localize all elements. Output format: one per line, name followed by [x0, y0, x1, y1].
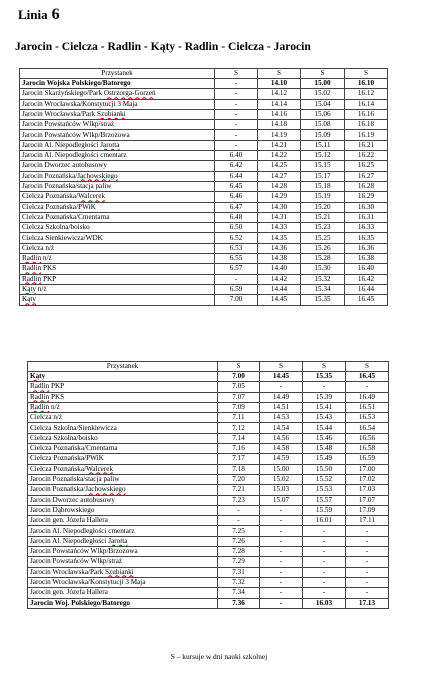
- timetable-return: [27, 361, 389, 609]
- stop-name: Cielcza n/ż: [20, 243, 215, 253]
- departure-time: 15.09: [301, 130, 345, 140]
- departure-time: 16.19: [345, 130, 388, 140]
- table-row: [28, 423, 389, 433]
- departure-time: 15.12: [301, 151, 345, 161]
- departure-time: 16.56: [346, 433, 389, 443]
- departure-time: 16.31: [345, 212, 388, 222]
- table-row: [20, 264, 388, 274]
- line-number: 6: [51, 6, 60, 23]
- table-row: [28, 557, 389, 567]
- header-service: S: [301, 69, 345, 79]
- departure-time: -: [215, 99, 258, 109]
- departure-time: 15.00: [260, 464, 303, 474]
- departure-time: 16.38: [345, 254, 388, 264]
- departure-time: 16.33: [345, 223, 388, 233]
- departure-time: -: [303, 547, 346, 557]
- departure-time: 14.54: [260, 423, 303, 433]
- departure-time: -: [215, 140, 258, 150]
- departure-time: -: [303, 557, 346, 567]
- departure-time: 15.15: [301, 161, 345, 171]
- departure-time: 15.25: [301, 233, 345, 243]
- departure-time: 16.35: [345, 233, 388, 243]
- stop-name: Cielcza Poznańska/Cmentarna: [20, 212, 215, 222]
- departure-time: 14.10: [258, 79, 301, 89]
- stop-name: Radlin n/ż: [20, 254, 215, 264]
- departure-time: -: [303, 526, 346, 536]
- table-row: [20, 284, 388, 294]
- table-row: [20, 140, 388, 150]
- table-row: [28, 526, 389, 536]
- stop-name: Kąty: [20, 295, 215, 305]
- stop-name: Radlin PKS: [28, 392, 218, 402]
- departure-time: 15.23: [301, 223, 345, 233]
- departure-time: 7.17: [218, 454, 260, 464]
- departure-time: -: [260, 557, 303, 567]
- table-row: [28, 588, 389, 598]
- departure-time: 15.39: [303, 392, 346, 402]
- departure-time: -: [260, 588, 303, 598]
- stop-name: Jarocin Powstańców Wlkp/Brzozowa: [28, 547, 218, 557]
- departure-time: 15.57: [303, 495, 346, 505]
- stop-name: Jarocin Poznańska/Jachowskiego: [28, 485, 218, 495]
- departure-time: 16.10: [345, 79, 388, 89]
- departure-time: 16.12: [345, 89, 388, 99]
- departure-time: 15.50: [303, 464, 346, 474]
- table-row: [20, 89, 388, 99]
- departure-time: 6.47: [215, 202, 258, 212]
- departure-time: 16.54: [346, 423, 389, 433]
- departure-time: 14.53: [260, 413, 303, 423]
- departure-time: -: [215, 274, 258, 284]
- stop-name: Cielcza Poznańska/Walcerek: [20, 192, 215, 202]
- stop-name: Jarocin Powstańców Wlkp/straż: [28, 557, 218, 567]
- departure-time: -: [346, 382, 389, 392]
- departure-time: 14.45: [258, 295, 301, 305]
- table-row: [28, 577, 389, 587]
- departure-time: 16.30: [345, 202, 388, 212]
- stop-name: Jarocin Wrocławska/Park Szubianki: [28, 567, 218, 577]
- departure-time: 14.31: [258, 212, 301, 222]
- table-row: [28, 402, 389, 412]
- stop-name: Jarocin Poznańska/stacja paliw: [28, 474, 218, 484]
- departure-time: 7.28: [218, 547, 260, 557]
- departure-time: 15.21: [301, 212, 345, 222]
- departure-time: 6.48: [215, 212, 258, 222]
- departure-time: 7.12: [218, 423, 260, 433]
- departure-time: 15.34: [301, 284, 345, 294]
- stop-name: Cielcza n/ż: [28, 413, 218, 423]
- departure-time: 7.21: [218, 485, 260, 495]
- stop-name: Jarocin Woj. Polskiego/Batorego: [28, 598, 218, 608]
- departure-time: 15.53: [303, 485, 346, 495]
- departure-time: 14.21: [258, 140, 301, 150]
- departure-time: 14.36: [258, 243, 301, 253]
- departure-time: -: [218, 516, 260, 526]
- departure-time: 15.11: [301, 140, 345, 150]
- header-service: S: [303, 362, 346, 372]
- departure-time: 7.14: [218, 433, 260, 443]
- departure-time: 14.18: [258, 120, 301, 130]
- departure-time: 15.02: [301, 89, 345, 99]
- departure-time: 15.35: [303, 372, 346, 382]
- departure-time: 7.23: [218, 495, 260, 505]
- departure-time: 15.03: [260, 485, 303, 495]
- stop-name: Jarocin Al. Niepodległości Jarotta: [28, 536, 218, 546]
- departure-time: 15.08: [301, 120, 345, 130]
- table-row: [28, 485, 389, 495]
- departure-time: 7.31: [218, 567, 260, 577]
- stop-name: Jarocin Al. Niepodległości Jarotta: [20, 140, 215, 150]
- departure-time: 6.45: [215, 181, 258, 191]
- departure-time: -: [260, 547, 303, 557]
- departure-time: -: [260, 577, 303, 587]
- departure-time: 15.02: [260, 474, 303, 484]
- departure-time: -: [303, 536, 346, 546]
- table-row: [28, 464, 389, 474]
- departure-time: -: [215, 89, 258, 99]
- table-row: [28, 567, 389, 577]
- departure-time: 16.45: [346, 372, 389, 382]
- departure-time: 14.33: [258, 223, 301, 233]
- table-row: [28, 413, 389, 423]
- table-row: [28, 392, 389, 402]
- table-row: [20, 274, 388, 284]
- header-service: S: [345, 69, 388, 79]
- departure-time: 16.18: [345, 120, 388, 130]
- stop-name: Cielcza Sienkiewicza/WDK: [20, 233, 215, 243]
- table-row: [20, 99, 388, 109]
- departure-time: 16.49: [346, 392, 389, 402]
- table-row: [28, 382, 389, 392]
- departure-time: -: [346, 536, 389, 546]
- departure-time: -: [215, 130, 258, 140]
- departure-time: 6.40: [215, 151, 258, 161]
- departure-time: 17.00: [346, 464, 389, 474]
- departure-time: 14.45: [260, 372, 303, 382]
- stop-name: Jarocin Dworzec autobusowy: [28, 495, 218, 505]
- stop-name: Jarocin Poznańska/Jachowskiego: [20, 171, 215, 181]
- departure-time: 14.22: [258, 151, 301, 161]
- departure-time: 16.53: [346, 413, 389, 423]
- departure-time: 7.07: [218, 392, 260, 402]
- departure-time: 16.45: [345, 295, 388, 305]
- table-row: [28, 598, 389, 608]
- departure-time: 15.32: [301, 274, 345, 284]
- departure-time: 14.16: [258, 109, 301, 119]
- departure-time: 14.35: [258, 233, 301, 243]
- departure-time: 16.22: [345, 151, 388, 161]
- departure-time: -: [303, 577, 346, 587]
- departure-time: 7.11: [218, 413, 260, 423]
- table-row: [20, 223, 388, 233]
- departure-time: 7.18: [218, 464, 260, 474]
- departure-time: 14.28: [258, 181, 301, 191]
- departure-time: 17.13: [346, 598, 389, 608]
- departure-time: 15.35: [301, 295, 345, 305]
- table-row: [28, 454, 389, 464]
- departure-time: 6.57: [215, 264, 258, 274]
- departure-time: 16.44: [345, 284, 388, 294]
- departure-time: 17.02: [346, 474, 389, 484]
- stop-name: Kąty: [28, 372, 218, 382]
- departure-time: 14.29: [258, 192, 301, 202]
- departure-time: 15.48: [303, 444, 346, 454]
- departure-time: 15.43: [303, 413, 346, 423]
- departure-time: 7.16: [218, 444, 260, 454]
- table-row: [28, 505, 389, 515]
- stop-name: Jarocin gen. Józefa Hallera: [28, 588, 218, 598]
- table-row: [20, 130, 388, 140]
- departure-time: 15.20: [301, 202, 345, 212]
- departure-time: 15.07: [260, 495, 303, 505]
- departure-time: 6.52: [215, 233, 258, 243]
- departure-time: -: [346, 526, 389, 536]
- departure-time: -: [303, 567, 346, 577]
- header-service: S: [258, 69, 301, 79]
- departure-time: 15.52: [303, 474, 346, 484]
- stop-name: Radlin PKP: [28, 382, 218, 392]
- departure-time: 15.44: [303, 423, 346, 433]
- table-row: [28, 474, 389, 484]
- departure-time: 15.46: [303, 433, 346, 443]
- departure-time: -: [346, 557, 389, 567]
- departure-time: 17.09: [346, 505, 389, 515]
- stop-name: Radlin PKP: [20, 274, 215, 284]
- departure-time: -: [346, 547, 389, 557]
- stop-name: Jarocin Dąbrowskiego: [28, 505, 218, 515]
- stop-name: Jarocin gen. Józefa Hallera: [28, 516, 218, 526]
- stop-name: Jarocin Al. Niepodległości cmentarz: [20, 151, 215, 161]
- stop-name: Cielcza Szkolna/boisko: [28, 433, 218, 443]
- departure-time: 6.50: [215, 223, 258, 233]
- departure-time: 17.03: [346, 485, 389, 495]
- stop-name: Cielcza Szkolna/Sienkiewicza: [28, 423, 218, 433]
- table-row: [20, 120, 388, 130]
- stop-name: Radlin n/ż: [28, 402, 218, 412]
- departure-time: 14.56: [260, 433, 303, 443]
- departure-time: 16.59: [346, 454, 389, 464]
- departure-time: 14.59: [260, 454, 303, 464]
- departure-time: 16.36: [345, 243, 388, 253]
- stop-name: Jarocin Al. Niepodległości cmentarz: [28, 526, 218, 536]
- departure-time: 14.30: [258, 202, 301, 212]
- stop-name: Jarocin Dworzec autobusowy: [20, 161, 215, 171]
- departure-time: 7.29: [218, 557, 260, 567]
- table-row: [20, 233, 388, 243]
- departure-time: 14.51: [260, 402, 303, 412]
- departure-time: 15.18: [301, 181, 345, 191]
- departure-time: 15.28: [301, 254, 345, 264]
- table-row: [28, 433, 389, 443]
- departure-time: 7.00: [215, 295, 258, 305]
- table-row: [28, 372, 389, 382]
- departure-time: -: [346, 577, 389, 587]
- table-row: [20, 243, 388, 253]
- stop-name: Cielcza Szkolna/boisko: [20, 223, 215, 233]
- departure-time: 17.07: [346, 495, 389, 505]
- departure-time: -: [260, 536, 303, 546]
- route-title: Jarocin - Cielcza - Radlin - Kąty - Radlin - Cielcza - Jarocin: [15, 40, 311, 53]
- departure-time: 7.05: [218, 382, 260, 392]
- table-row: [20, 181, 388, 191]
- departure-time: 7.32: [218, 577, 260, 587]
- departure-time: -: [260, 526, 303, 536]
- departure-time: 15.06: [301, 109, 345, 119]
- stop-name: Jarocin Powstańców Wlkp/Brzozowa: [20, 130, 215, 140]
- departure-time: 16.27: [345, 171, 388, 181]
- departure-time: 6.42: [215, 161, 258, 171]
- departure-time: 14.44: [258, 284, 301, 294]
- departure-time: -: [260, 598, 303, 608]
- departure-time: 15.59: [303, 505, 346, 515]
- stop-name: Jarocin Skarżyńskiego/Park Ostrzorga-Gorzeń: [20, 89, 215, 99]
- departure-time: 15.17: [301, 171, 345, 181]
- departure-time: 15.19: [301, 192, 345, 202]
- table-header-row: [20, 69, 388, 79]
- departure-time: 14.40: [258, 264, 301, 274]
- stop-name: Cielcza Poznańska/Cmentarna: [28, 444, 218, 454]
- departure-time: 14.27: [258, 171, 301, 181]
- table-row: [20, 151, 388, 161]
- departure-time: 16.03: [303, 598, 346, 608]
- line-heading: [18, 6, 60, 24]
- departure-time: -: [215, 109, 258, 119]
- departure-time: 15.00: [301, 79, 345, 89]
- header-service: S: [260, 362, 303, 372]
- table-row: [28, 547, 389, 557]
- header-service: S: [346, 362, 389, 372]
- stop-name: Jarocin Wrocławska/Park Szubianki: [20, 109, 215, 119]
- header-stop: Przystanek: [28, 362, 218, 372]
- stop-name: Cielcza Poznańska/Walcerek: [28, 464, 218, 474]
- stop-name: Jarocin Powstańców Wlkp/straż: [20, 120, 215, 130]
- departure-time: 14.19: [258, 130, 301, 140]
- header-service: S: [215, 69, 258, 79]
- table-row: [28, 444, 389, 454]
- stop-name: Jarocin Wrocławska/Konstytucji 3 Maja: [28, 577, 218, 587]
- stop-name: Jarocin Poznańska/stacja paliw: [20, 181, 215, 191]
- departure-time: -: [215, 120, 258, 130]
- departure-time: 7.25: [218, 526, 260, 536]
- departure-time: 14.14: [258, 99, 301, 109]
- departure-time: 6.53: [215, 243, 258, 253]
- table-header-row: [28, 362, 389, 372]
- departure-time: 17.11: [346, 516, 389, 526]
- departure-time: 16.51: [346, 402, 389, 412]
- departure-time: 6.55: [215, 254, 258, 264]
- footnote: S – kursuje w dni nauki szkolnej: [170, 652, 268, 661]
- departure-time: -: [260, 567, 303, 577]
- departure-time: 16.29: [345, 192, 388, 202]
- timetable-outbound: [19, 68, 388, 306]
- departure-time: -: [218, 505, 260, 515]
- departure-time: -: [303, 588, 346, 598]
- departure-time: 16.42: [345, 274, 388, 284]
- departure-time: 15.26: [301, 243, 345, 253]
- departure-time: 14.38: [258, 254, 301, 264]
- table-row: [20, 161, 388, 171]
- header-service: S: [218, 362, 260, 372]
- stop-name: Cielcza Poznańska/PWiK: [20, 202, 215, 212]
- table-row: [28, 495, 389, 505]
- departure-time: -: [260, 516, 303, 526]
- departure-time: -: [303, 382, 346, 392]
- departure-time: -: [260, 505, 303, 515]
- line-label: Linia: [18, 7, 48, 22]
- departure-time: 16.28: [345, 181, 388, 191]
- departure-time: 14.58: [260, 444, 303, 454]
- departure-time: 7.26: [218, 536, 260, 546]
- departure-time: 16.21: [345, 140, 388, 150]
- stop-name: Cielcza Poznańska/PWiK: [28, 454, 218, 464]
- departure-time: -: [346, 567, 389, 577]
- table-row: [20, 254, 388, 264]
- departure-time: 16.25: [345, 161, 388, 171]
- departure-time: 7.09: [218, 402, 260, 412]
- departure-time: 14.25: [258, 161, 301, 171]
- table-row: [28, 516, 389, 526]
- departure-time: 7.20: [218, 474, 260, 484]
- departure-time: 16.14: [345, 99, 388, 109]
- departure-time: 16.40: [345, 264, 388, 274]
- departure-time: 16.01: [303, 516, 346, 526]
- table-row: [20, 295, 388, 305]
- table-row: [20, 202, 388, 212]
- stop-name: Jarocin Wojska Polskiego/Batorego: [20, 79, 215, 89]
- departure-time: 16.58: [346, 444, 389, 454]
- table-row: [20, 192, 388, 202]
- departure-time: 6.44: [215, 171, 258, 181]
- departure-time: 15.30: [301, 264, 345, 274]
- departure-time: 14.49: [260, 392, 303, 402]
- table-row: [20, 212, 388, 222]
- departure-time: 15.41: [303, 402, 346, 412]
- departure-time: 15.04: [301, 99, 345, 109]
- departure-time: 7.00: [218, 372, 260, 382]
- departure-time: 7.34: [218, 588, 260, 598]
- table-row: [28, 536, 389, 546]
- departure-time: 6.59: [215, 284, 258, 294]
- departure-time: -: [260, 382, 303, 392]
- departure-time: 7.36: [218, 598, 260, 608]
- departure-time: 6.46: [215, 192, 258, 202]
- departure-time: 16.16: [345, 109, 388, 119]
- stop-name: Kąty n/ż: [20, 284, 215, 294]
- table-row: [20, 79, 388, 89]
- table-row: [20, 171, 388, 181]
- departure-time: -: [215, 79, 258, 89]
- departure-time: 14.42: [258, 274, 301, 284]
- stop-name: Radlin PKS: [20, 264, 215, 274]
- departure-time: -: [346, 588, 389, 598]
- header-stop: Przystanek: [20, 69, 215, 79]
- stop-name: Jarocin Wrocławska/Konstytucji 3 Maja: [20, 99, 215, 109]
- table-row: [20, 109, 388, 119]
- departure-time: 14.12: [258, 89, 301, 99]
- departure-time: 15.49: [303, 454, 346, 464]
